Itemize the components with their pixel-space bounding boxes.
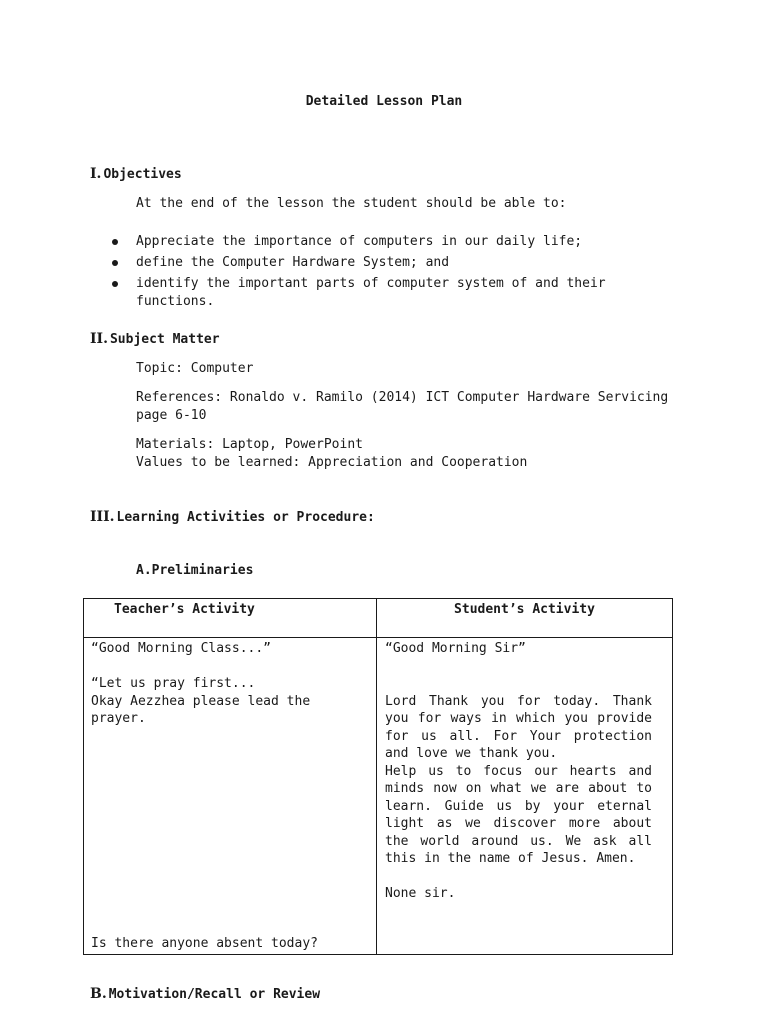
values-line: Values to be learned: Appreciation and Cooperation bbox=[136, 455, 528, 470]
bullet-icon bbox=[112, 281, 118, 287]
materials-line: Materials: Laptop, PowerPoint bbox=[136, 437, 363, 452]
learning-activities-numeral: III. bbox=[90, 509, 115, 525]
student-prayer-part-1: Lord Thank you for today. Thank you for ways in which you provide for us all. For Your protection and love we thank you. bbox=[385, 693, 652, 761]
objectives-title: Objectives bbox=[103, 167, 182, 182]
teacher-attendance-question: Is there anyone absent today? bbox=[91, 935, 318, 951]
learning-activities-heading bbox=[90, 509, 375, 527]
teacher-activity-header: Teacher’s Activity bbox=[84, 599, 377, 638]
student-activity-header: Student’s Activity bbox=[377, 599, 673, 638]
motivation-heading bbox=[90, 986, 320, 1004]
table-row bbox=[84, 638, 673, 955]
topic-line: Topic: Computer bbox=[136, 361, 254, 376]
student-greeting: “Good Morning Sir” bbox=[385, 641, 526, 656]
bullet-icon bbox=[112, 239, 118, 245]
subject-matter-numeral: II. bbox=[90, 331, 108, 347]
activities-table bbox=[83, 598, 673, 955]
teacher-activity-cell bbox=[84, 638, 377, 955]
document-title: Detailed Lesson Plan bbox=[305, 94, 463, 109]
table-header-row bbox=[84, 599, 673, 638]
motivation-title: Motivation/Recall or Review bbox=[108, 987, 321, 1002]
student-prayer-part-2: Help us to focus our hearts and minds now on what we are about to learn. Guide us by your eternal light as we discover more about the world around us. We ask all this in the name of Jesus. Amen. bbox=[385, 763, 652, 866]
objectives-numeral: I. bbox=[90, 166, 102, 182]
teacher-greeting: “Good Morning Class...” bbox=[91, 641, 272, 656]
subject-matter-heading bbox=[90, 331, 220, 349]
objective-item: define the Computer Hardware System; and bbox=[136, 255, 450, 270]
student-activity-cell bbox=[377, 638, 673, 955]
subject-matter-title: Subject Matter bbox=[109, 332, 220, 347]
preliminaries-heading: A.Preliminaries bbox=[136, 563, 254, 578]
objective-item: identify the important parts of computer system of and their functions. bbox=[136, 276, 606, 309]
student-attendance-answer: None sir. bbox=[385, 886, 456, 901]
motivation-numeral: B. bbox=[90, 986, 107, 1002]
objective-item: Appreciate the importance of computers in our daily life; bbox=[136, 234, 583, 249]
bullet-icon bbox=[112, 260, 118, 266]
objectives-heading bbox=[90, 166, 182, 184]
references-line: References: Ronaldo v. Ramilo (2014) ICT Computer Hardware Servicing page 6-10 bbox=[136, 390, 669, 423]
learning-activities-title: Learning Activities or Procedure: bbox=[116, 510, 375, 525]
objectives-intro: At the end of the lesson the student should be able to: bbox=[136, 196, 567, 211]
teacher-prayer-prompt: “Let us pray first... Okay Aezzhea please lead the prayer. bbox=[91, 676, 311, 726]
